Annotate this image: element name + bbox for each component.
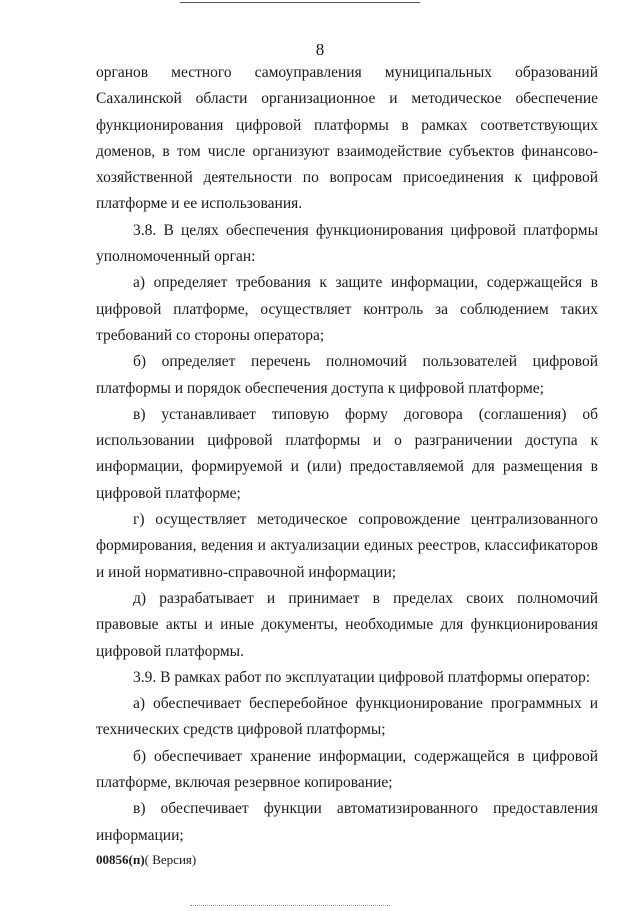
paragraph: а) обеспечивает бесперебойное функционирование программных и технических средств цифровой платформы; — [96, 695, 598, 739]
paragraph: а) определяет требования к защите информации, содержащейся в цифровой платформе, осуществляет контроль за соблюдением таких требований со стороны оператора; — [96, 274, 598, 344]
paragraph: 3.8. В целях обеспечения функционирования цифровой платформы уполномоченный орган: — [96, 221, 598, 266]
document-code — [96, 852, 196, 868]
paragraph: 3.9. В рамках работ по эксплуатации цифровой платформы оператор: — [133, 668, 591, 686]
paragraph: органов местного самоуправления муниципальных образований Сахалинской области организационное и методическое обеспечение функционирования цифровой платформы в рамках соответствующих доменов, в том числе организуют взаимодействие субъектов финансово-хозяйственной деятельности по вопросам присоединения к цифровой платформе и ее использования. — [96, 64, 598, 213]
paragraph: б) определяет перечень полномочий пользователей цифровой платформы и порядок обеспечения доступа к цифровой платформе; — [96, 353, 598, 397]
document-body — [96, 60, 598, 849]
paragraph: г) осуществляет методическое сопровождение централизованного формирования, ведения и актуализации единых реестров, классификаторов и иной нормативно-справочной информации; — [96, 511, 598, 581]
paragraph: б) обеспечивает хранение информации, содержащейся в цифровой платформе, включая резервное копирование; — [96, 747, 598, 792]
paragraph: д) разрабатывает и принимает в пределах своих полномочий правовые акты и иные документы, необходимые для функционирования цифровой платформы. — [96, 589, 598, 660]
top-rule — [180, 2, 420, 3]
paragraph: в) устанавливает типовую форму договора (соглашения) об использовании цифровой платформы и о разграничении доступа к информации, формируемой и (или) предоставляемой для размещения в цифровой платформе; — [96, 405, 598, 502]
document-version: ( Версия) — [144, 852, 197, 867]
paragraph: в) обеспечивает функции автоматизированного предоставления информации; — [96, 800, 598, 844]
document-number: 00856(п) — [96, 852, 145, 867]
page-number: 8 — [315, 40, 325, 59]
bottom-divider — [190, 905, 390, 907]
